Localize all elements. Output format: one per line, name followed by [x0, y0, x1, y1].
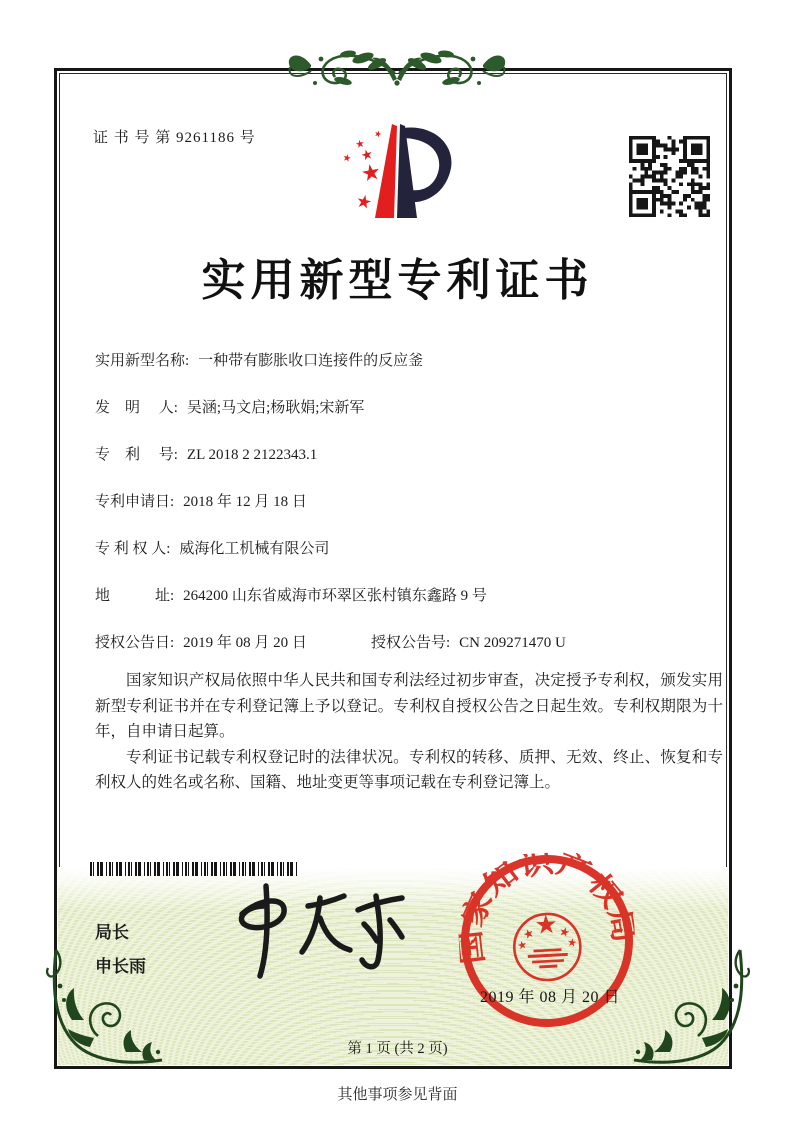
svg-text:国家知识产权局 [455, 849, 640, 966]
field-value: 2019 年 08 月 20 日 [183, 635, 307, 651]
field-row-inventors [95, 395, 725, 421]
field-list [95, 348, 725, 677]
field-row-filing-date [95, 489, 725, 515]
commissioner-name: 申长雨 [95, 957, 146, 976]
field-label: 地 址: [95, 588, 175, 604]
barcode-icon [90, 862, 298, 876]
field-label: 专 利 号: [95, 447, 178, 463]
seal-text: 国家知识产权局 [455, 848, 639, 966]
field-value: 威海化工机械有限公司 [179, 541, 330, 557]
field-value: 2018 年 12 月 18 日 [183, 494, 307, 510]
handwritten-signature-icon [208, 880, 408, 988]
field-label-grant-no: 授权公告号: [370, 635, 451, 651]
field-label: 实用新型名称: [95, 353, 190, 369]
field-label: 发 明 人: [95, 400, 178, 416]
legal-text [95, 668, 723, 796]
legal-paragraph-1: 国家知识产权局依照中华人民共和国专利法经过初步审查，决定授予专利权，颁发实用新型专利证书并在专利登记簿上予以登记。专利权自授权公告之日起生效。专利权期限为十年，自申请日起算。 [95, 672, 723, 740]
seal-date: 2019 年 08 月 20 日 [480, 989, 621, 1006]
back-side-note: 其他事项参见背面 [337, 1087, 458, 1103]
field-value: 一种带有膨胀收口连接件的反应釜 [198, 353, 424, 369]
field-label: 专 利 权 人: [95, 541, 171, 557]
field-label: 授权公告日: [95, 635, 175, 651]
certificate-number: 证 书 号 第 9261186 号 [93, 130, 256, 146]
field-value-grant-no: CN 209271470 U [459, 635, 566, 651]
field-value: 264200 山东省威海市环翠区张村镇东鑫路 9 号 [183, 588, 487, 604]
field-label: 专利申请日: [95, 494, 175, 510]
field-row-patent-no [95, 442, 725, 468]
field-row-name [95, 348, 725, 374]
qr-code-icon [621, 128, 718, 225]
field-row-address [95, 583, 725, 609]
field-row-patentee [95, 536, 725, 562]
page-number: 第 1 页 (共 2 页) [347, 1041, 448, 1057]
certificate-title: 实用新型专利证书 [201, 256, 594, 305]
field-value: 吴涵;马文启;杨耿娟;宋新军 [186, 400, 365, 416]
legal-paragraph-2: 专利证书记载专利权登记时的法律状况。专利权的转移、质押、无效、终止、恢复和专利权人的姓名或名称、国籍、地址变更等事项记载在专利登记簿上。 [95, 748, 723, 791]
top-border-ornament-icon [277, 41, 517, 103]
cnipa-logo-icon [336, 122, 458, 222]
field-row-grant [95, 630, 725, 656]
commissioner-title: 局长 [95, 923, 129, 942]
field-value: ZL 2018 2 2122343.1 [186, 447, 318, 463]
